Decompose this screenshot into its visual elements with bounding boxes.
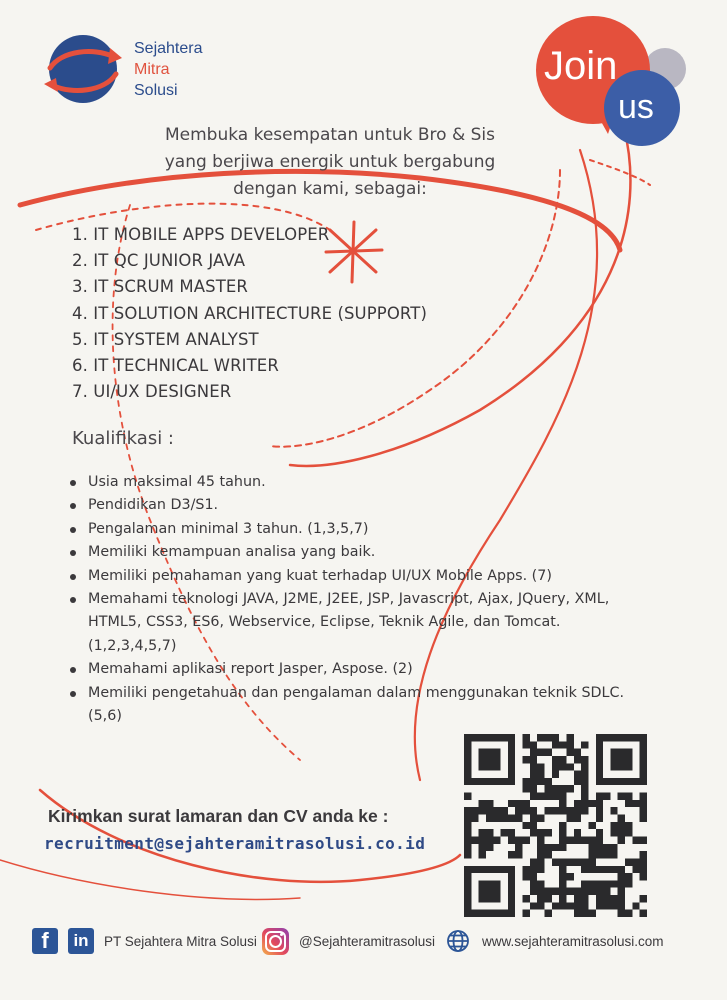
company-logo bbox=[42, 34, 203, 104]
join-word: Join bbox=[544, 44, 618, 88]
position-item: 2. IT QC JUNIOR JAVA bbox=[72, 251, 246, 271]
instagram-handle[interactable]: @Sejahteramitrasolusi bbox=[299, 933, 436, 949]
qualification-item bbox=[68, 518, 628, 541]
bullet-icon bbox=[70, 667, 76, 673]
bullet-icon bbox=[70, 527, 76, 533]
company-name-line: Solusi bbox=[134, 81, 178, 99]
qualification-text: Memahami aplikasi report Jasper, Aspose. (2) bbox=[88, 661, 413, 678]
qualification-text: Memiliki pengetahuan dan pengalaman dalam menggunakan teknik SDLC. (5,6) bbox=[88, 684, 625, 725]
qualification-item bbox=[68, 682, 628, 729]
position-item: 5. IT SYSTEM ANALYST bbox=[72, 329, 259, 349]
bullet-icon bbox=[70, 574, 76, 580]
qualification-text: Pengalaman minimal 3 tahun. (1,3,5,7) bbox=[88, 520, 369, 537]
position-item: 4. IT SOLUTION ARCHITECTURE (SUPPORT) bbox=[72, 303, 428, 323]
qualification-item bbox=[68, 588, 628, 658]
us-word: us bbox=[618, 88, 654, 126]
company-name bbox=[134, 38, 203, 101]
intro-line: yang berjiwa energik untuk bergabung bbox=[164, 152, 496, 172]
intro-text bbox=[130, 122, 530, 203]
bullet-icon bbox=[70, 691, 76, 697]
qualification-item bbox=[68, 494, 628, 517]
qualifications-title: Kualifikasi : bbox=[72, 428, 174, 449]
position-item: 1. IT MOBILE APPS DEVELOPER bbox=[72, 225, 330, 244]
intro-line: Membuka kesempatan untuk Bro & Sis bbox=[164, 125, 495, 145]
footer-company-name: PT Sejahtera Mitra Solusi bbox=[104, 933, 257, 949]
send-application-label: Kirimkan surat lamaran dan CV anda ke : bbox=[48, 806, 389, 826]
qualification-text: Pendidikan D3/S1. bbox=[88, 497, 219, 514]
globe-icon bbox=[446, 929, 470, 953]
footer-social bbox=[32, 926, 257, 956]
position-item: 7. UI/UX DESIGNER bbox=[72, 382, 232, 402]
bullet-icon bbox=[70, 503, 76, 509]
qr-code[interactable] bbox=[464, 734, 647, 917]
bullet-icon bbox=[70, 597, 76, 603]
intro-line: dengan kami, sebagai: bbox=[233, 179, 427, 199]
company-name-line: Sejahtera bbox=[134, 39, 203, 57]
qualifications-list bbox=[68, 471, 628, 728]
qualification-item bbox=[68, 658, 628, 681]
linkedin-icon[interactable]: in bbox=[68, 928, 94, 954]
footer-instagram bbox=[262, 926, 435, 956]
join-us-badge bbox=[532, 14, 692, 164]
recruitment-email-link[interactable]: recruitment@sejahteramitrasolusi.co.id bbox=[44, 834, 426, 853]
company-logo-icon bbox=[42, 34, 124, 104]
footer-website bbox=[446, 926, 664, 956]
qualification-item bbox=[68, 471, 628, 494]
bullet-icon bbox=[70, 480, 76, 486]
qualification-text: Memiliki pemahaman yang kuat terhadap UI/UX Mobile Apps. (7) bbox=[88, 567, 552, 584]
positions-list bbox=[72, 222, 427, 405]
website-link[interactable]: www.sejahteramitrasolusi.com bbox=[482, 933, 664, 949]
qualification-item bbox=[68, 541, 628, 564]
facebook-icon[interactable]: f bbox=[32, 928, 58, 954]
instagram-icon[interactable] bbox=[262, 928, 289, 955]
qualification-text: Memahami teknologi JAVA, J2ME, J2EE, JSP, Javascript, Ajax, JQuery, XML, HTML5, CSS3, ES6, Webservice, Eclipse, Teknik Agile, dan Tomcat. (1,2,3,4,5,7) bbox=[88, 591, 610, 654]
qualification-text: Memiliki kemampuan analisa yang baik. bbox=[88, 544, 376, 561]
position-item: 6. IT TECHNICAL WRITER bbox=[72, 356, 279, 376]
company-name-line: Mitra bbox=[134, 60, 170, 78]
qualification-item bbox=[68, 565, 628, 588]
qr-modules bbox=[464, 734, 647, 917]
bullet-icon bbox=[70, 550, 76, 556]
position-item: 3. IT SCRUM MASTER bbox=[72, 277, 248, 297]
qualification-text: Usia maksimal 45 tahun. bbox=[88, 474, 266, 490]
